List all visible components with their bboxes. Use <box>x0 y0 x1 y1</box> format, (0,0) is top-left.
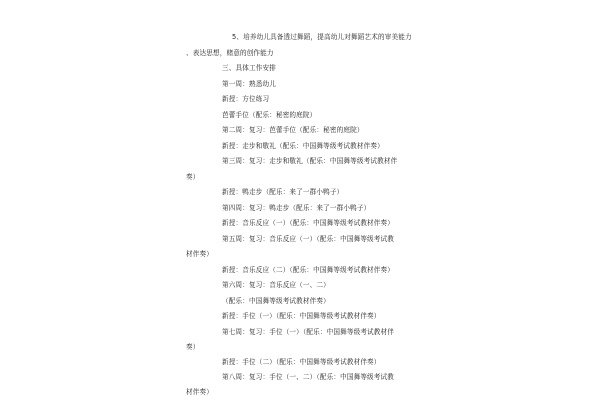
week-8-line: 第八周：复习：手位（一、二）（配乐：中国舞等级考试教 <box>222 373 395 381</box>
section-heading-schedule: 三、具体工作安排 <box>222 64 276 72</box>
new-lesson-line: 新授：走步和敬礼（配乐：中国舞等级考试教材伴奏） <box>222 142 384 150</box>
goal-line-5-continued: 、表达思想，赌意的创作能力 <box>186 49 274 57</box>
new-lesson-line: 新授：手位（二）（配乐：中国舞等级考试教材伴奏） <box>222 358 381 366</box>
week-1-line: 第一周：熟悉幼儿 <box>222 80 276 88</box>
week-3-line: 第三周：复习：走步和敬礼（配乐：中国舞等级考试教材伴 <box>222 157 398 165</box>
week-3-line-continued: 奏） <box>186 173 200 181</box>
week-2-line: 第二周：复习：芭蕾手位（配乐：秘密的庭院） <box>222 126 364 134</box>
new-lesson-line: 新授：手位（一）（配乐：中国舞等级考试教材伴奏） <box>222 312 381 320</box>
new-lesson-line: 新授：音乐反应（一）（配乐：中国舞等级考试教材伴奏） <box>222 219 395 227</box>
week-6-line: 第六周：复习：音乐反应（一、二） <box>222 281 330 289</box>
new-lesson-line: 新授：音乐反应（二）（配乐：中国舞等级考试教材伴奏） <box>222 266 395 274</box>
week-5-line: 第五周：复习：音乐反应（一）（配乐：中国舞等级考试教 <box>222 235 395 243</box>
new-lesson-line: 新授：鸭走步（配乐：来了一群小鸭子） <box>222 188 344 196</box>
week-5-line-continued: 材伴奏） <box>186 250 213 258</box>
lesson-line: 芭蕾手位（配乐：秘密的庭院） <box>222 111 317 119</box>
week-8-line-continued: 材伴奏） <box>186 388 213 396</box>
goal-line-5: 5、培养幼儿具备透过舞蹈，提高幼儿对舞蹈艺术的审美能力 <box>232 33 412 41</box>
week-4-line: 第四周：复习：鸭走步（配乐：来了一群小鸭子） <box>222 204 371 212</box>
week-6-line-continued: （配乐：中国舞等级考试教材伴奏） <box>222 297 330 305</box>
week-7-line: 第七周：复习：手位（一）（配乐：中国舞等级考试教材伴 <box>222 328 395 336</box>
new-lesson-line: 新授：方位练习 <box>222 95 270 103</box>
week-7-line-continued: 奏） <box>186 343 200 351</box>
